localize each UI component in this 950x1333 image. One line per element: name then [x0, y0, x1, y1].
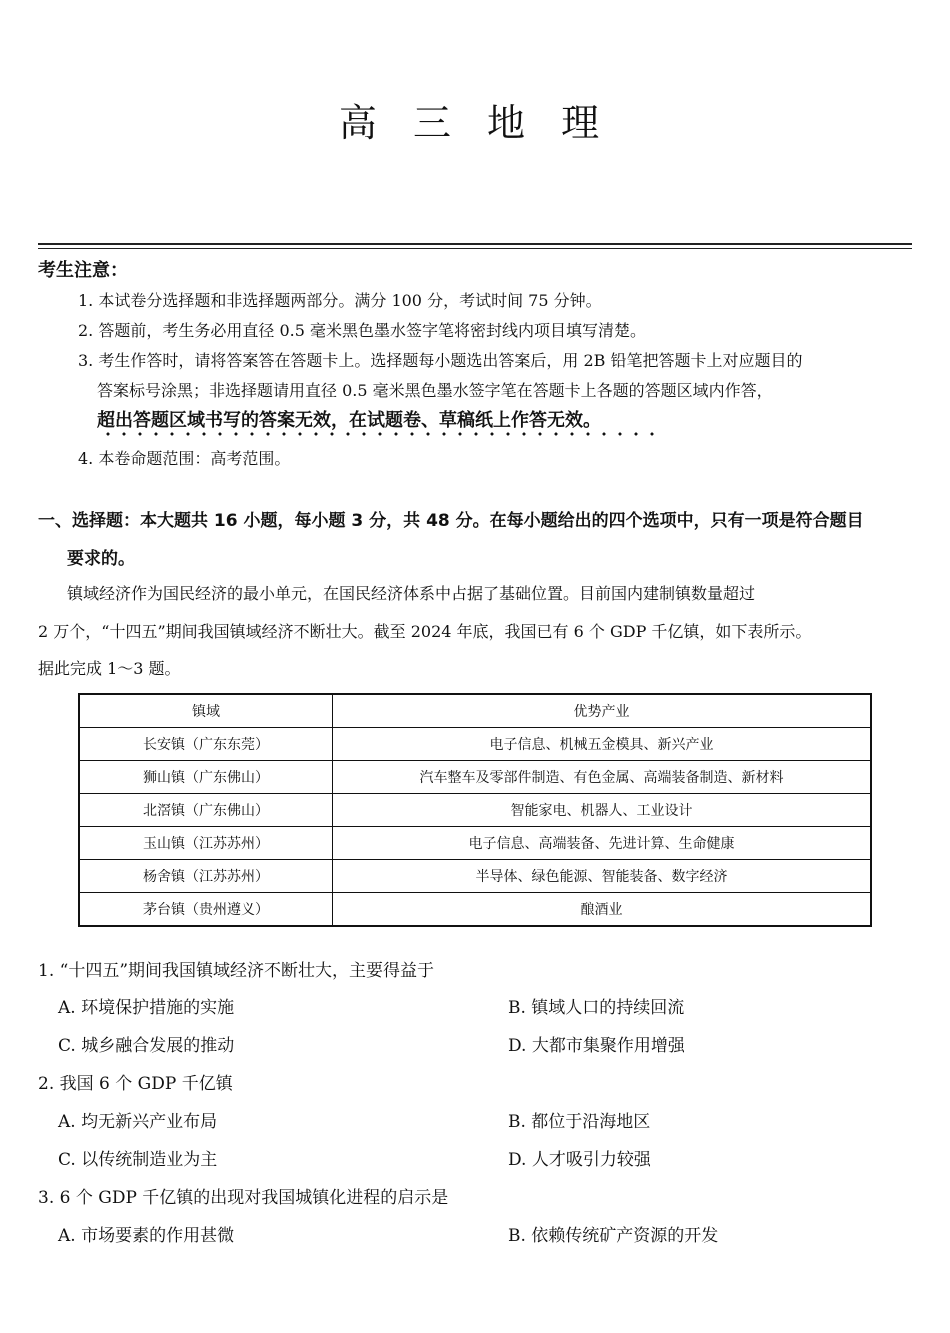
- notice-item-3-emphasis: 超出答题区域书写的答案无效，在试题卷、草稿纸上作答无效。: [97, 410, 601, 431]
- table-cell-town: 玉山镇（江苏苏州）: [79, 827, 333, 860]
- section-heading-line-1: 一、选择题：本大题共 16 小题，每小题 3 分，共 48 分。在每小题给出的四个选项中，只有一项是符合题目: [38, 511, 864, 531]
- table-cell-town: 北滘镇（广东佛山）: [79, 794, 333, 827]
- question-3-option-b: B. 依赖传统矿产资源的开发: [508, 1226, 719, 1246]
- notice-heading: 考生注意：: [38, 260, 128, 281]
- question-2-option-c: C. 以传统制造业为主: [58, 1150, 218, 1170]
- question-2-stem: 2. 我国 6 个 GDP 千亿镇: [38, 1074, 233, 1094]
- passage-line-3: 据此完成 1～3 题。: [38, 659, 181, 678]
- question-2-option-b: B. 都位于沿海地区: [508, 1112, 651, 1132]
- header-divider: [38, 243, 912, 245]
- question-2-option-d: D. 人才吸引力较强: [508, 1150, 651, 1170]
- table-cell-industry: 电子信息、高端装备、先进计算、生命健康: [333, 827, 872, 860]
- page-title: 高 三 地 理: [338, 101, 612, 145]
- table-row: [79, 761, 871, 794]
- table-row: [79, 794, 871, 827]
- passage-line-1: 镇域经济作为国民经济的最小单元，在国民经济体系中占据了基础位置。目前国内建制镇数量超过: [67, 584, 756, 603]
- passage-line-2: 2 万个，“十四五”期间我国镇域经济不断壮大。截至 2024 年底，我国已有 6 个 GDP 千亿镇，如下表所示。: [38, 622, 812, 641]
- question-3-stem: 3. 6 个 GDP 千亿镇的出现对我国城镇化进程的启示是: [38, 1188, 449, 1208]
- question-1-option-a: A. 环境保护措施的实施: [58, 998, 235, 1018]
- table-header-row: [79, 694, 871, 728]
- table-cell-town: 狮山镇（广东佛山）: [79, 761, 333, 794]
- table-cell-industry: 半导体、绿色能源、智能装备、数字经济: [333, 860, 872, 893]
- notice-item-4: 4. 本卷命题范围：高考范围。: [78, 449, 291, 468]
- header-divider-thin: [38, 248, 912, 249]
- question-1-option-c: C. 城乡融合发展的推动: [58, 1036, 235, 1056]
- notice-item-1: 1. 本试卷分选择题和非选择题两部分。满分 100 分，考试时间 75 分钟。: [78, 291, 602, 310]
- table-cell-industry: 智能家电、机器人、工业设计: [333, 794, 872, 827]
- question-3-option-a: A. 市场要素的作用甚微: [58, 1226, 235, 1246]
- notice-item-3-line-2: 答案标号涂黑；非选择题请用直径 0.5 毫米黑色墨水签字笔在答题卡上各题的答题区域内作答，: [97, 381, 773, 400]
- table-cell-industry: 酿酒业: [333, 893, 872, 927]
- table-cell-town: 茅台镇（贵州遵义）: [79, 893, 333, 927]
- notice-item-2: 2. 答题前，考生务必用直径 0.5 毫米黑色墨水签字笔将密封线内项目填写清楚。: [78, 321, 646, 340]
- table-cell-industry: 电子信息、机械五金模具、新兴产业: [333, 728, 872, 761]
- table-header-industry: 优势产业: [333, 694, 872, 728]
- table-row: [79, 827, 871, 860]
- question-1-option-d: D. 大都市集聚作用增强: [508, 1036, 685, 1056]
- town-industry-table: [78, 693, 872, 927]
- table-cell-town: 杨舍镇（江苏苏州）: [79, 860, 333, 893]
- question-1-option-b: B. 镇域人口的持续回流: [508, 998, 685, 1018]
- notice-item-3-line-1: 3. 考生作答时，请将答案答在答题卡上。选择题每小题选出答案后，用 2B 铅笔把答题卡上对应题目的: [78, 351, 803, 370]
- question-2-option-a: A. 均无新兴产业布局: [58, 1112, 218, 1132]
- section-heading-line-2: 要求的。: [67, 549, 135, 569]
- table-cell-town: 长安镇（广东东莞）: [79, 728, 333, 761]
- table-row: [79, 893, 871, 927]
- table-header-town: 镇域: [79, 694, 333, 728]
- table-cell-industry: 汽车整车及零部件制造、有色金属、高端装备制造、新材料: [333, 761, 872, 794]
- question-1-stem: 1. “十四五”期间我国镇域经济不断壮大，主要得益于: [38, 961, 435, 981]
- emphasis-dots: [100, 432, 665, 436]
- table-row: [79, 728, 871, 761]
- table-row: [79, 860, 871, 893]
